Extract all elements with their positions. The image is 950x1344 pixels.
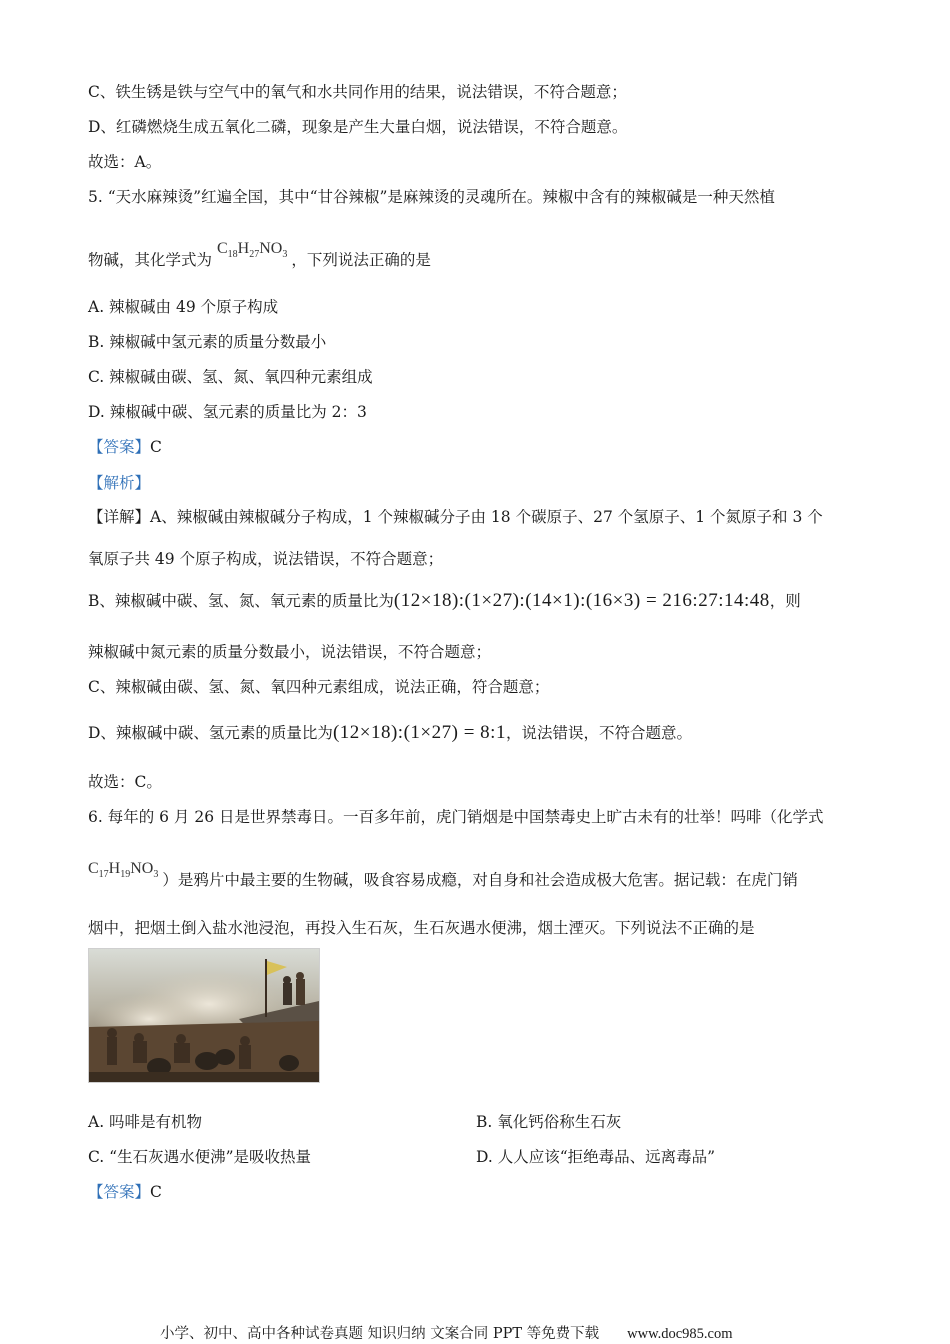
detail-tag: 【详解】 — [88, 508, 151, 526]
question-5-stem-cont — [88, 240, 431, 277]
text-line: D、红磷燃烧生成五氧化二磷，现象是产生大量白烟，说法错误，不符合题意。 — [88, 118, 628, 136]
option-c: C. “生石灰遇水便沸”是吸收热量 — [88, 1148, 312, 1166]
text: ，下列说法正确的是 — [291, 251, 431, 269]
option-c: C. 辣椒碱由碳、氢、氮、氧四种元素组成 — [88, 368, 373, 386]
detail-line: C、辣椒碱由碳、氢、氮、氧四种元素组成，说法正确，符合题意； — [88, 678, 550, 696]
humen-opium-burning-image — [88, 948, 320, 1083]
detail-line: 氧原子共 49 个原子构成，说法错误，不符合题意； — [88, 550, 444, 568]
question-6-stem-cont: 烟中，把烟土倒入盐水池浸泡，再投入生石灰，生石灰遇水便沸，烟土湮灭。下列说法不正确的是 — [88, 919, 755, 937]
option-d: D. 辣椒碱中碳、氢元素的质量比为 2：3 — [88, 403, 367, 421]
chemical-formula: $C_{18}H_{27}NO_3$ — [216, 240, 288, 260]
answer-value: C — [150, 438, 162, 456]
answer-tag: 【答案】 — [88, 438, 151, 456]
detail-line-math — [88, 723, 692, 743]
conclusion: 故选：C。 — [88, 773, 162, 791]
text: ）是鸦片中最主要的生物碱，吸食容易成瘾，对自身和社会造成极大危害。据记载：在虎门销 — [162, 871, 798, 889]
mass-ratio-equation: (12×18):(1×27) = 8:1 — [332, 722, 506, 743]
chemical-formula: $C_{17}H_{19}NO_3$ — [88, 860, 159, 880]
text: 物碱，其化学式为 — [88, 251, 213, 269]
answer-tag: 【答案】 — [88, 1183, 151, 1201]
detail-text: D、辣椒碱中碳、氢元素的质量比为 — [88, 724, 333, 742]
option-b: B. 氧化钙俗称生石灰 — [476, 1113, 622, 1131]
detail-text: ，则 — [769, 592, 801, 610]
answer-line — [88, 437, 162, 457]
option-d: D. 人人应该“拒绝毒品、远离毒品” — [476, 1148, 716, 1166]
text-line: C、铁生锈是铁与空气中的氧气和水共同作用的结果，说法错误，不符合题意； — [88, 83, 627, 101]
question-6-stem-cont — [88, 860, 798, 897]
footer — [160, 1322, 733, 1343]
question-6-stem: 6. 每年的 6 月 26 日是世界禁毒日。一百多年前，虎门销烟是中国禁毒史上旷古未有的壮举！吗啡（化学式 — [88, 808, 824, 826]
analysis-label: 【解析】 — [88, 474, 151, 492]
analysis-tag — [88, 473, 150, 493]
footer-link[interactable]: www.doc985.com — [627, 1326, 733, 1342]
detail-text: ，说法错误，不符合题意。 — [505, 724, 692, 742]
answer-line — [88, 1182, 162, 1202]
option-b: B. 辣椒碱中氢元素的质量分数最小 — [88, 333, 327, 351]
detail-text: A、辣椒碱由辣椒碱分子构成，1 个辣椒碱分子由 18 个碳原子、27 个氢原子、1 个氮原子和 3 个 — [150, 508, 823, 526]
question-5-stem: 5. “天水麻辣烫”红遍全国，其中“甘谷辣椒”是麻辣烫的灵魂所在。辣椒中含有的辣椒碱是一种天然植 — [88, 188, 775, 206]
detail-text: B、辣椒碱中碳、氢、氮、氧元素的质量比为 — [88, 592, 394, 610]
footer-text: 小学、初中、高中各种试卷真题 知识归纳 文案合同 PPT 等免费下载 — [160, 1326, 600, 1342]
detail-line-math — [88, 591, 801, 611]
answer-value: C — [150, 1183, 162, 1201]
text-line: 故选：A。 — [88, 153, 162, 171]
mass-ratio-equation: (12×18):(1×27):(14×1):(16×3) = 216:27:14:48 — [393, 590, 770, 611]
detail-line — [88, 507, 823, 527]
detail-line: 辣椒碱中氮元素的质量分数最小，说法错误，不符合题意； — [88, 643, 492, 661]
option-a: A. 吗啡是有机物 — [88, 1113, 203, 1131]
option-a: A. 辣椒碱由 49 个原子构成 — [88, 298, 279, 316]
